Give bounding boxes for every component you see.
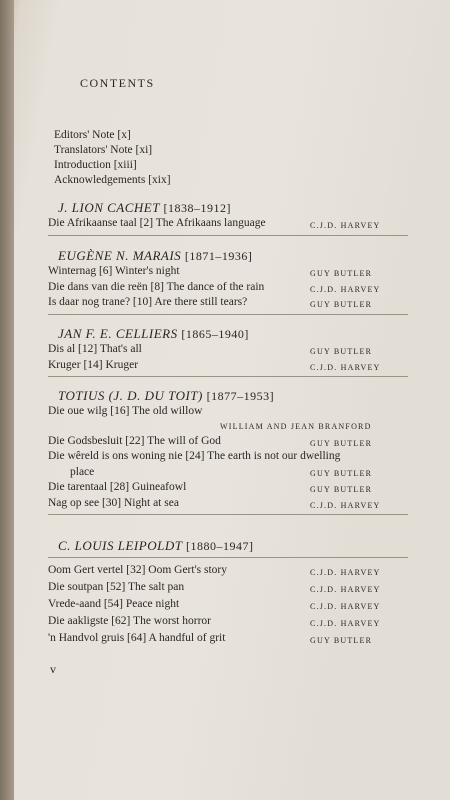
poem-entry [30, 562, 430, 579]
author-heading [30, 388, 430, 404]
poem-entry [30, 404, 430, 420]
author-heading [30, 538, 430, 554]
section-divider [48, 557, 408, 558]
translator: GUY BUTLER [310, 438, 373, 448]
poem-title: Dis al [12] That's all [48, 343, 142, 355]
translator: C.J.D. HARVEY [310, 221, 381, 230]
poem-title-continuation: place [70, 465, 95, 478]
section-leipoldt [30, 538, 430, 647]
poem-title: Die dans van die reën [8] The dance of the rain [48, 280, 265, 293]
section-cachet [30, 200, 430, 240]
poem-entry [30, 480, 430, 496]
section-divider [48, 376, 408, 377]
poem-title: Die oue wilg [16] The old willow [48, 405, 203, 417]
poem-entry [30, 342, 430, 358]
book-spine-shadow [0, 0, 14, 800]
poem-entry [30, 579, 430, 596]
contents-heading: CONTENTS [80, 76, 155, 90]
poem-title: Die wêreld is ons woning nie [24] The earth is not our dwelling [48, 450, 341, 462]
poem-title: Die tarentaal [28] Guineafowl [48, 481, 187, 493]
front-matter-item: Acknowledgements [xix] [54, 174, 171, 186]
poem-title: Die Afrikaanse taal [2] The Afrikaans language [48, 217, 266, 229]
poem-title: Is daar nog trane? [10] Are there still tears? [48, 296, 248, 308]
section-marais [30, 248, 430, 319]
author-name: JAN F. E. CELLIERS [58, 326, 178, 341]
author-years: [1838–1912] [163, 201, 231, 215]
section-divider [48, 514, 408, 515]
author-years: [1877–1953] [206, 389, 275, 403]
translator: GUY BUTLER [310, 269, 373, 278]
author-name: EUGÈNE N. MARAIS [58, 248, 182, 263]
author-years: [1865–1940] [181, 327, 249, 341]
author-name: TOTIUS (J. D. DU TOIT) [58, 388, 203, 403]
translator: C.J.D. HARVEY [310, 585, 381, 594]
poem-entry [30, 264, 430, 280]
translator: GUY BUTLER [310, 636, 373, 645]
page-number: v [50, 662, 56, 676]
poem-entry [30, 280, 430, 296]
translator: GUY BUTLER [310, 300, 373, 309]
poem-title: Die aakligste [62] The worst horror [48, 615, 211, 627]
section-divider [48, 235, 408, 236]
author-name: C. LOUIS LEIPOLDT [58, 538, 183, 553]
author-heading [30, 326, 430, 342]
poem-title: Kruger [14] Kruger [48, 358, 139, 371]
author-heading [30, 200, 430, 216]
poem-entry [30, 596, 430, 613]
author-heading [30, 248, 430, 264]
translator: C.J.D. HARVEY [310, 619, 381, 628]
translator: C.J.D. HARVEY [310, 500, 381, 510]
poem-entry [30, 216, 430, 232]
poem-entry [30, 630, 430, 647]
translator: C.J.D. HARVEY [310, 284, 381, 294]
section-totius [30, 388, 430, 519]
poem-entry [30, 613, 430, 630]
front-matter-list [54, 128, 171, 188]
translator: WILLIAM AND JEAN BRANFORD [220, 421, 372, 431]
translator: GUY BUTLER [310, 347, 373, 356]
poem-title: Die Godsbesluit [22] The will of God [48, 434, 221, 447]
poem-entry [30, 434, 430, 450]
front-matter-item: Translators' Note [xi] [54, 144, 153, 156]
section-celliers [30, 326, 430, 381]
section-divider [48, 314, 408, 315]
translator: GUY BUTLER [310, 469, 373, 478]
front-matter-item: Editors' Note [x] [54, 129, 131, 141]
poem-title: Nag op see [30] Night at sea [48, 496, 179, 509]
poem-title: Winternag [6] Winter's night [48, 265, 180, 277]
poem-title: Vrede-aand [54] Peace night [48, 598, 180, 610]
translator: C.J.D. HARVEY [310, 602, 381, 611]
front-matter-item: Introduction [xiii] [54, 159, 137, 171]
poem-entry [30, 496, 430, 512]
author-years: [1871–1936] [184, 249, 253, 263]
poem-title: Oom Gert vertel [32] Oom Gert's story [48, 564, 228, 576]
translator: GUY BUTLER [310, 485, 373, 494]
translator: C.J.D. HARVEY [310, 568, 381, 577]
author-years: [1880–1947] [185, 539, 254, 553]
poem-title: Die soutpan [52] The salt pan [48, 581, 185, 593]
poem-entry [30, 358, 430, 374]
poem-entry [30, 295, 430, 311]
translator: C.J.D. HARVEY [310, 362, 381, 372]
poem-title: 'n Handvol gruis [64] A handful of grit [48, 632, 226, 644]
poem-entry [30, 449, 430, 480]
author-name: J. LION CACHET [58, 200, 160, 215]
